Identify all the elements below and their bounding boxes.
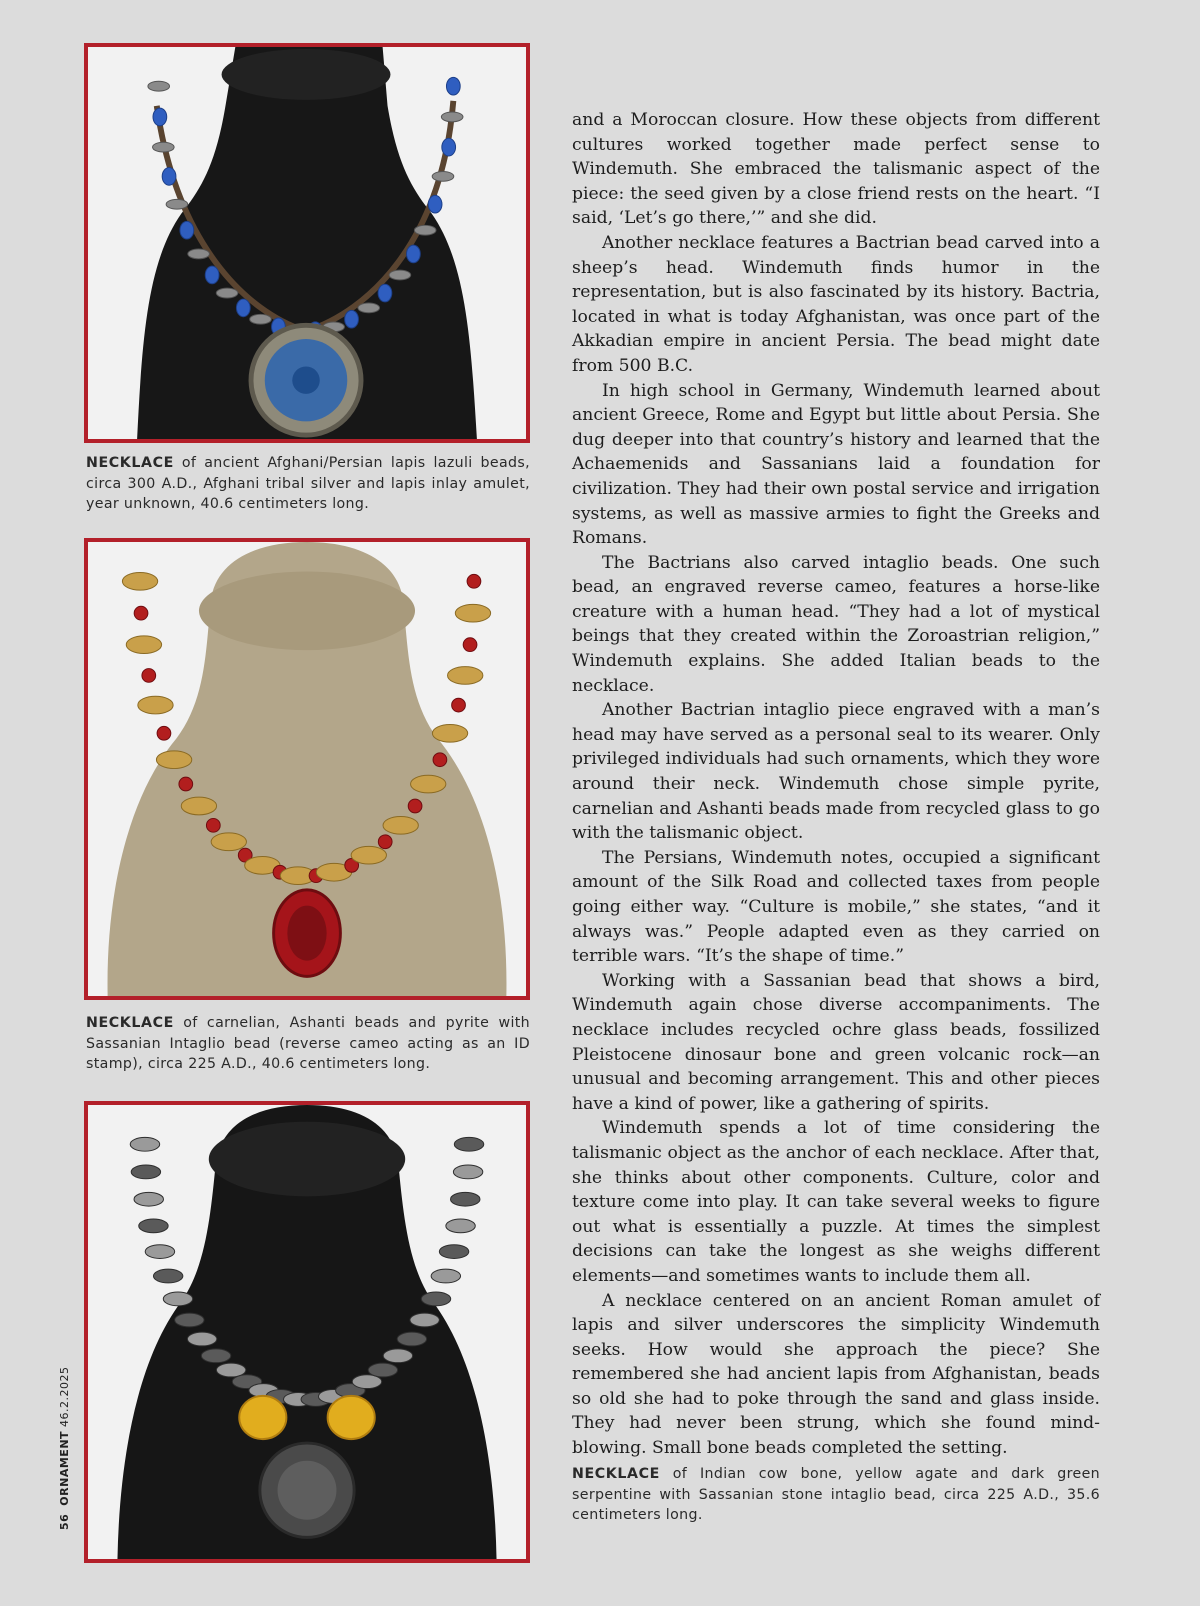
bead	[351, 846, 386, 864]
page-number: 56	[58, 1513, 71, 1530]
bead	[433, 753, 447, 767]
body-paragraph: Another necklace features a Bactrian bead carved into a sheep’s head. Windemuth finds humor in the representation, but is also fascinated by its history. Bactria, located in what is today Afghanistan, was once part of the Akkadian empire in ancient Persia. The bead might date from 500 B.C.	[572, 232, 1100, 376]
bead	[448, 667, 483, 685]
bead	[205, 266, 219, 284]
bead	[432, 171, 454, 181]
bead	[407, 245, 421, 263]
caption-bone-agate-necklace	[572, 1464, 1100, 1526]
bead	[454, 1137, 483, 1151]
body-paragraph: In high school in Germany, Windemuth learned about ancient Greece, Rome and Egypt but little about Persia. She dug deeper into that country’s history and learned that the Achaemenids and Sassanians laid a foundation for civilization. They had their own postal service and irrigation systems, as well as massive armies to fight the Greeks and Romans.	[572, 380, 1100, 549]
bead	[428, 195, 442, 213]
photo-lapis-necklace	[84, 43, 530, 443]
bead	[455, 604, 490, 622]
photo-bone-agate-necklace	[84, 1101, 530, 1563]
body-paragraph: Working with a Sassanian bead that shows a bird, Windemuth again chose diverse accompaniments. The necklace includes recycled ochre glass beads, fossilized Pleistocene dinosaur bone and green volcanic rock—an unusual and becoming arrangement. This and other pieces have a kind of power, like a gathering of spirits.	[572, 970, 1100, 1114]
caption-carnelian-necklace	[86, 1013, 530, 1075]
bead	[139, 1219, 168, 1233]
bead	[188, 249, 210, 259]
bead	[180, 221, 194, 239]
bead	[383, 1349, 412, 1363]
bead	[126, 636, 161, 654]
bead	[467, 574, 481, 588]
bead	[414, 225, 436, 235]
caption-text: of carnelian, Ashanti beads and pyrite with Sassanian Intaglio bead (reverse cameo acting as an ID stamp), circa 225 A.D., 40.6 centimeters long.	[86, 1015, 530, 1072]
bead	[131, 1165, 160, 1179]
bead	[166, 199, 188, 209]
bead	[179, 777, 193, 791]
bead	[453, 1165, 482, 1179]
bead	[441, 112, 463, 122]
bead	[368, 1363, 397, 1377]
caption-lapis-necklace	[86, 453, 530, 515]
bead	[153, 142, 175, 152]
bead	[345, 310, 359, 328]
bead	[156, 751, 191, 769]
bead	[389, 270, 411, 280]
bead	[134, 606, 148, 620]
bead	[122, 572, 157, 590]
caption-lead: NECKLACE	[572, 1466, 660, 1482]
bead	[446, 1219, 475, 1233]
caption-text: of Indian cow bone, yellow agate and dark green serpentine with Sassanian stone intaglio bead, circa 225 A.D., 35.6 centimeters long.	[572, 1466, 1100, 1523]
bead	[446, 77, 460, 95]
bead	[134, 1192, 163, 1206]
bead	[378, 284, 392, 302]
bead	[383, 816, 418, 834]
lapis-necklace-image	[88, 47, 526, 439]
bead	[378, 835, 392, 849]
bead	[211, 833, 246, 851]
bead	[162, 168, 176, 186]
bead	[142, 669, 156, 683]
bead	[442, 138, 456, 156]
bead	[153, 1269, 182, 1283]
bead	[432, 724, 467, 742]
bead	[431, 1269, 460, 1283]
bone-agate-necklace-image	[88, 1105, 526, 1559]
bead	[175, 1313, 204, 1327]
bead	[148, 81, 170, 91]
bead	[157, 726, 171, 740]
bead	[451, 1192, 480, 1206]
article-body	[572, 108, 1100, 1461]
folio	[58, 1366, 71, 1530]
caption-lead: NECKLACE	[86, 455, 174, 471]
bead	[187, 1332, 216, 1346]
bead	[138, 696, 173, 714]
bead	[397, 1332, 426, 1346]
caption-lead: NECKLACE	[86, 1015, 174, 1031]
bead	[181, 797, 216, 815]
bead	[250, 314, 272, 324]
photo-carnelian-necklace	[84, 538, 530, 1000]
bead	[216, 288, 238, 298]
bead	[153, 108, 167, 126]
body-paragraph: The Bactrians also carved intaglio beads. One such bead, an engraved reverse cameo, features a horse-like creature with a human head. “They had a lot of mystical beings that they created within the Zoroastrian religion,” Windemuth explains. She added Italian beads to the necklace.	[572, 552, 1100, 696]
body-paragraph: A necklace centered on an ancient Roman amulet of lapis and silver underscores the simplicity Windemuth seeks. How would she approach the piece? She remembered she had ancient lapis from Afghanistan, beads so old she had to poke through the sand and glass inside. They had never been strung, which she found mind-blowing. Small bone beads completed the setting.	[572, 1290, 1100, 1459]
issue-number: 46.2.2025	[58, 1366, 71, 1427]
carnelian-necklace-image	[88, 542, 526, 996]
bead	[236, 299, 250, 317]
bead	[421, 1292, 450, 1306]
body-paragraph: Another Bactrian intaglio piece engraved with a man’s head may have served as a personal seal to its wearer. Only privileged individuals had such ornaments, which they wore around their neck. Windemuth chose simple pyrite, carnelian and Ashanti beads made from recycled glass to go with the talismanic object.	[572, 700, 1100, 844]
bead	[452, 698, 466, 712]
bead	[130, 1137, 159, 1151]
bead	[439, 1245, 468, 1259]
bead	[358, 303, 380, 313]
bead	[410, 1313, 439, 1327]
bead	[463, 638, 477, 652]
body-paragraph: The Persians, Windemuth notes, occupied a significant amount of the Silk Road and collected taxes from people going either way. “Culture is mobile,” she states, “and it always was.” People adapted even as they carried on terrible wars. “It’s the shape of time.”	[572, 847, 1100, 967]
caption-text: of ancient Afghani/Persian lapis lazuli beads, circa 300 A.D., Afghani tribal silver and lapis inlay amulet, year unknown, 40.6 centimeters long.	[86, 455, 530, 512]
bead	[411, 775, 446, 793]
bead	[163, 1292, 192, 1306]
body-paragraph: Windemuth spends a lot of time considering the talismanic object as the anchor of each necklace. After that, she thinks about other components. Culture, color and texture come into play. It can take several weeks to figure out what is essentially a puzzle. At times the simplest decisions can take the longest as she weighs different elements—and sometimes wants to include them all.	[572, 1118, 1100, 1286]
bead	[145, 1245, 174, 1259]
body-paragraph: and a Moroccan closure. How these objects from different cultures worked together made perfect sense to Windemuth. She embraced the talismanic aspect of the piece: the seed given by a close friend rests on the heart. “I said, ‘Let’s go there,’” and she did.	[572, 110, 1100, 229]
bead	[201, 1349, 230, 1363]
bead	[408, 799, 422, 813]
magazine-name: ORNAMENT	[58, 1430, 71, 1506]
bead	[206, 818, 220, 832]
